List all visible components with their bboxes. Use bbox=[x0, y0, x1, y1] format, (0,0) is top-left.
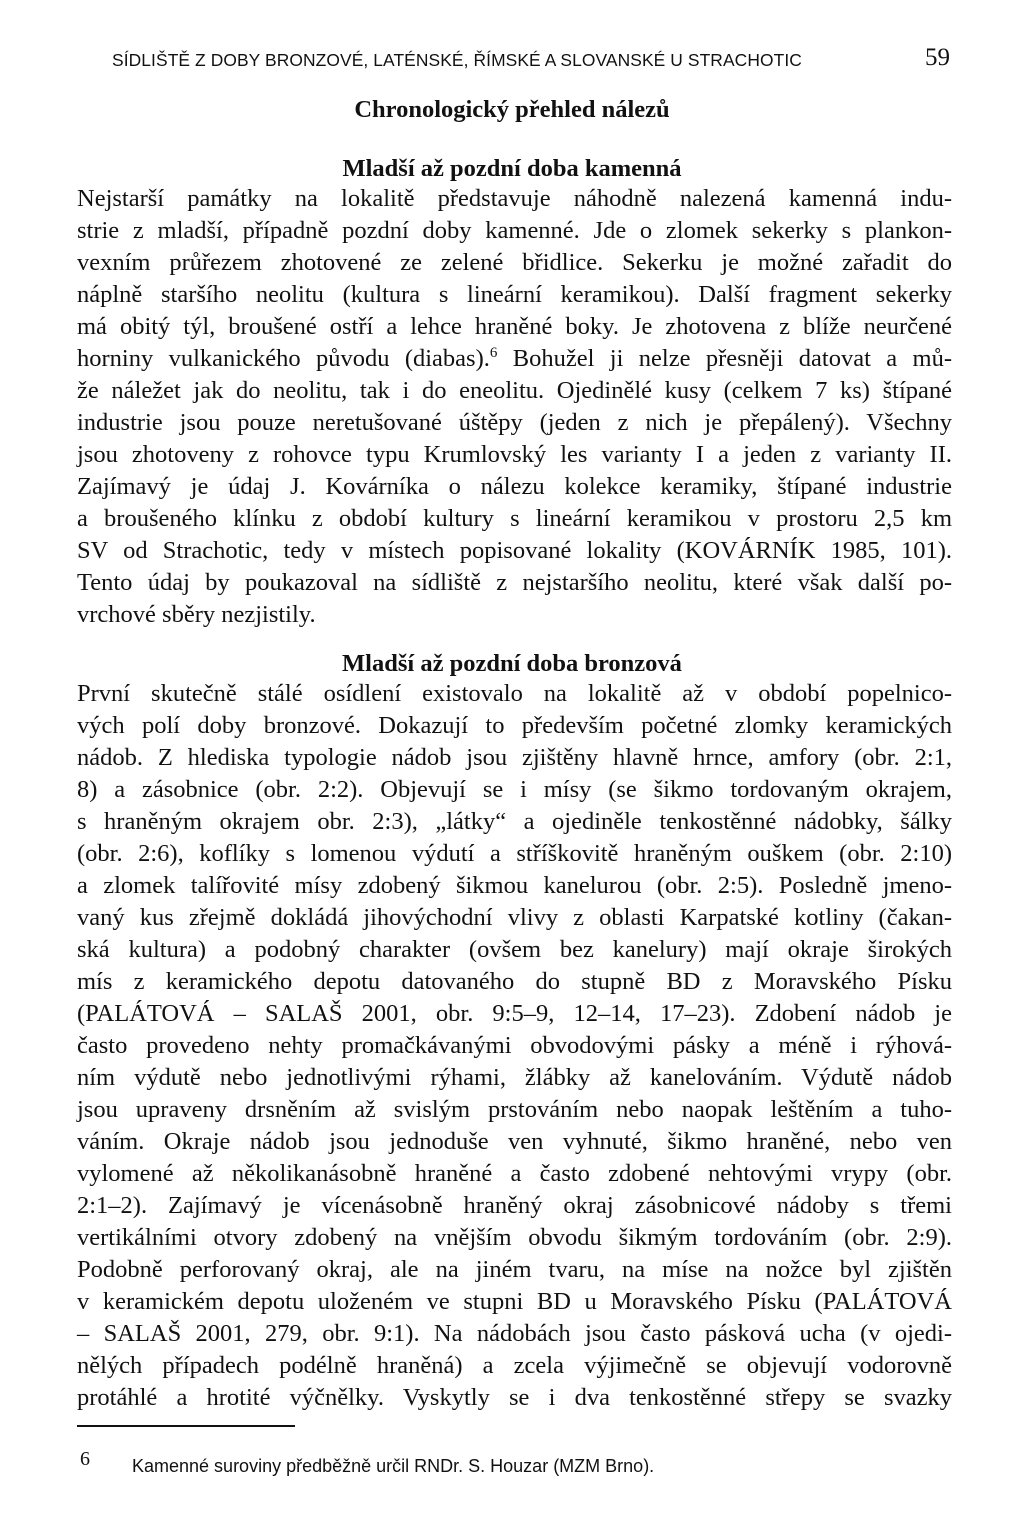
text-line: První skutečně stálé osídlení existovalo na lokalitě až v období popelnico- bbox=[77, 680, 952, 707]
text-line: protáhlé a hrotité výčnělky. Vyskytly se i dva tenkostěnné střepy se svazky bbox=[77, 1384, 952, 1411]
footnote-reference: 6 bbox=[489, 345, 498, 361]
text-line: jsou zhotoveny z rohovce typu Krumlovský les varianty I a jeden z varianty II. bbox=[77, 441, 952, 468]
text-line: vylomené až několikanásobně hraněné a často zdobené nehtovými vrypy (obr. bbox=[77, 1160, 952, 1187]
text-line: Zajímavý je údaj J. Kovárníka o nálezu kolekce keramiky, štípané industrie bbox=[77, 473, 952, 500]
text-line: – SALAŠ 2001, 279, obr. 9:1). Na nádobách jsou často pásková ucha (v ojedi- bbox=[77, 1320, 952, 1347]
text-line: (PALÁTOVÁ – SALAŠ 2001, obr. 9:5–9, 12–14, 17–23). Zdobení nádob je bbox=[77, 1000, 952, 1027]
text-line: nělých případech podélně hraněná) a zcela výjimečně se objevují vodorovně bbox=[77, 1352, 952, 1379]
page-title: Chronologický přehled nálezů bbox=[354, 96, 670, 123]
text-line: nádob. Z hlediska typologie nádob jsou zjištěny hlavně hrnce, amfory (obr. 2:1, bbox=[77, 744, 952, 771]
section-body-stone-age bbox=[77, 183, 952, 631]
text-line: má obitý týl, broušené ostří a lehce hraněné boky. Je zhotovena z blíže neurčené bbox=[77, 313, 952, 340]
text-line: 8) a zásobnice (obr. 2:2). Objevují se i mísy (se šikmo tordovaným okrajem, bbox=[77, 776, 952, 803]
section-heading-stone-age: Mladší až pozdní doba kamenná bbox=[342, 155, 682, 182]
text-line: ská kultura) a podobný charakter (ovšem bez kanelury) mají okraje širokých bbox=[77, 936, 952, 963]
page-number: 59 bbox=[925, 44, 950, 71]
text-line: SV od Strachotic, tedy v místech popisované lokality (KOVÁRNÍK 1985, 101). bbox=[77, 537, 952, 564]
running-title: SÍDLIŠTĚ Z DOBY BRONZOVÉ, LATÉNSKÉ, ŘÍMSKÉ A SLOVANSKÉ U STRACHOTIC bbox=[112, 50, 802, 70]
footnote-text: Kamenné suroviny předběžně určil RNDr. S. Houzar (MZM Brno). bbox=[132, 1456, 655, 1476]
text-line: 2:1–2). Zajímavý je vícenásobně hraněný okraj zásobnicové nádoby s třemi bbox=[77, 1192, 952, 1219]
text-line: a zlomek talířovité mísy zdobený šikmou kanelurou (obr. 2:5). Posledně jmeno- bbox=[77, 872, 952, 899]
text-line: jsou upraveny drsněním až svislým prstováním nebo naopak leštěním a tuho- bbox=[77, 1096, 952, 1123]
footnote-divider bbox=[77, 1425, 295, 1427]
section-body-bronze-age bbox=[77, 678, 952, 1414]
text-line: často provedeno nehty promačkávanými obvodovými pásky a méně i rýhová- bbox=[77, 1032, 952, 1059]
text-segment: horniny vulkanického původu (diabas). bbox=[77, 345, 490, 372]
text-line: Tento údaj by poukazoval na sídliště z nejstaršího neolitu, které však další po- bbox=[77, 569, 952, 596]
running-head bbox=[112, 40, 950, 80]
text-line: vexním průřezem zhotovené ze zelené břidlice. Sekerku je možné zařadit do bbox=[77, 249, 952, 276]
text-line: vertikálními otvory zdobený na vnějším obvodu šikmým tordováním (obr. 2:9). bbox=[77, 1224, 952, 1251]
text-line: vaný kus zřejmě dokládá jihovýchodní vlivy z oblasti Karpatské kotliny (čakan- bbox=[77, 904, 952, 931]
text-line: a broušeného klínku z období kultury s lineární keramikou v prostoru 2,5 km bbox=[77, 505, 952, 532]
text-segment: Bohužel ji nelze přesněji datovat a mů- bbox=[497, 345, 953, 372]
text-line: mís z keramického depotu datovaného do stupně BD z Moravského Písku bbox=[77, 968, 952, 995]
footnote bbox=[80, 1448, 950, 1478]
text-line: ním výdutě nebo jednotlivými rýhami, žlábky až kanelováním. Výdutě nádob bbox=[77, 1064, 952, 1091]
text-line: strie z mladší, případně pozdní doby kamenné. Jde o zlomek sekerky s plankon- bbox=[77, 217, 952, 244]
text-line: náplně staršího neolitu (kultura s lineární keramikou). Další fragment sekerky bbox=[77, 281, 952, 308]
text-line: v keramickém depotu uloženém ve stupni BD u Moravského Písku (PALÁTOVÁ bbox=[77, 1288, 952, 1315]
text-line: že náležet jak do neolitu, tak i do eneolitu. Ojedinělé kusy (celkem 7 ks) štípané bbox=[77, 377, 952, 404]
footnote-mark: 6 bbox=[80, 1448, 90, 1470]
text-line: s hraněným okrajem obr. 2:3), „látky“ a ojediněle tenkostěnné nádobky, šálky bbox=[77, 808, 952, 835]
text-line: váním. Okraje nádob jsou jednoduše ven vyhnuté, šikmo hraněné, nebo ven bbox=[77, 1128, 952, 1155]
text-line: (obr. 2:6), koflíky s lomenou výdutí a stříškovitě hraněným ouškem (obr. 2:10) bbox=[77, 840, 952, 867]
section-heading-bronze-age: Mladší až pozdní doba bronzová bbox=[342, 650, 682, 677]
text-line: Podobně perforovaný okraj, ale na jiném tvaru, na míse na nožce byl zjištěn bbox=[77, 1256, 952, 1283]
text-line: Nejstarší památky na lokalitě představuje náhodně nalezená kamenná indu- bbox=[77, 185, 952, 212]
text-line: vých polí doby bronzové. Dokazují to především početné zlomky keramických bbox=[77, 712, 952, 739]
text-line: industrie jsou pouze neretušované úštěpy (jeden z nich je přepálený). Všechny bbox=[77, 409, 952, 436]
text-line-with-footnote-ref bbox=[77, 343, 952, 375]
text-line: vrchové sběry nezjistily. bbox=[77, 601, 316, 628]
